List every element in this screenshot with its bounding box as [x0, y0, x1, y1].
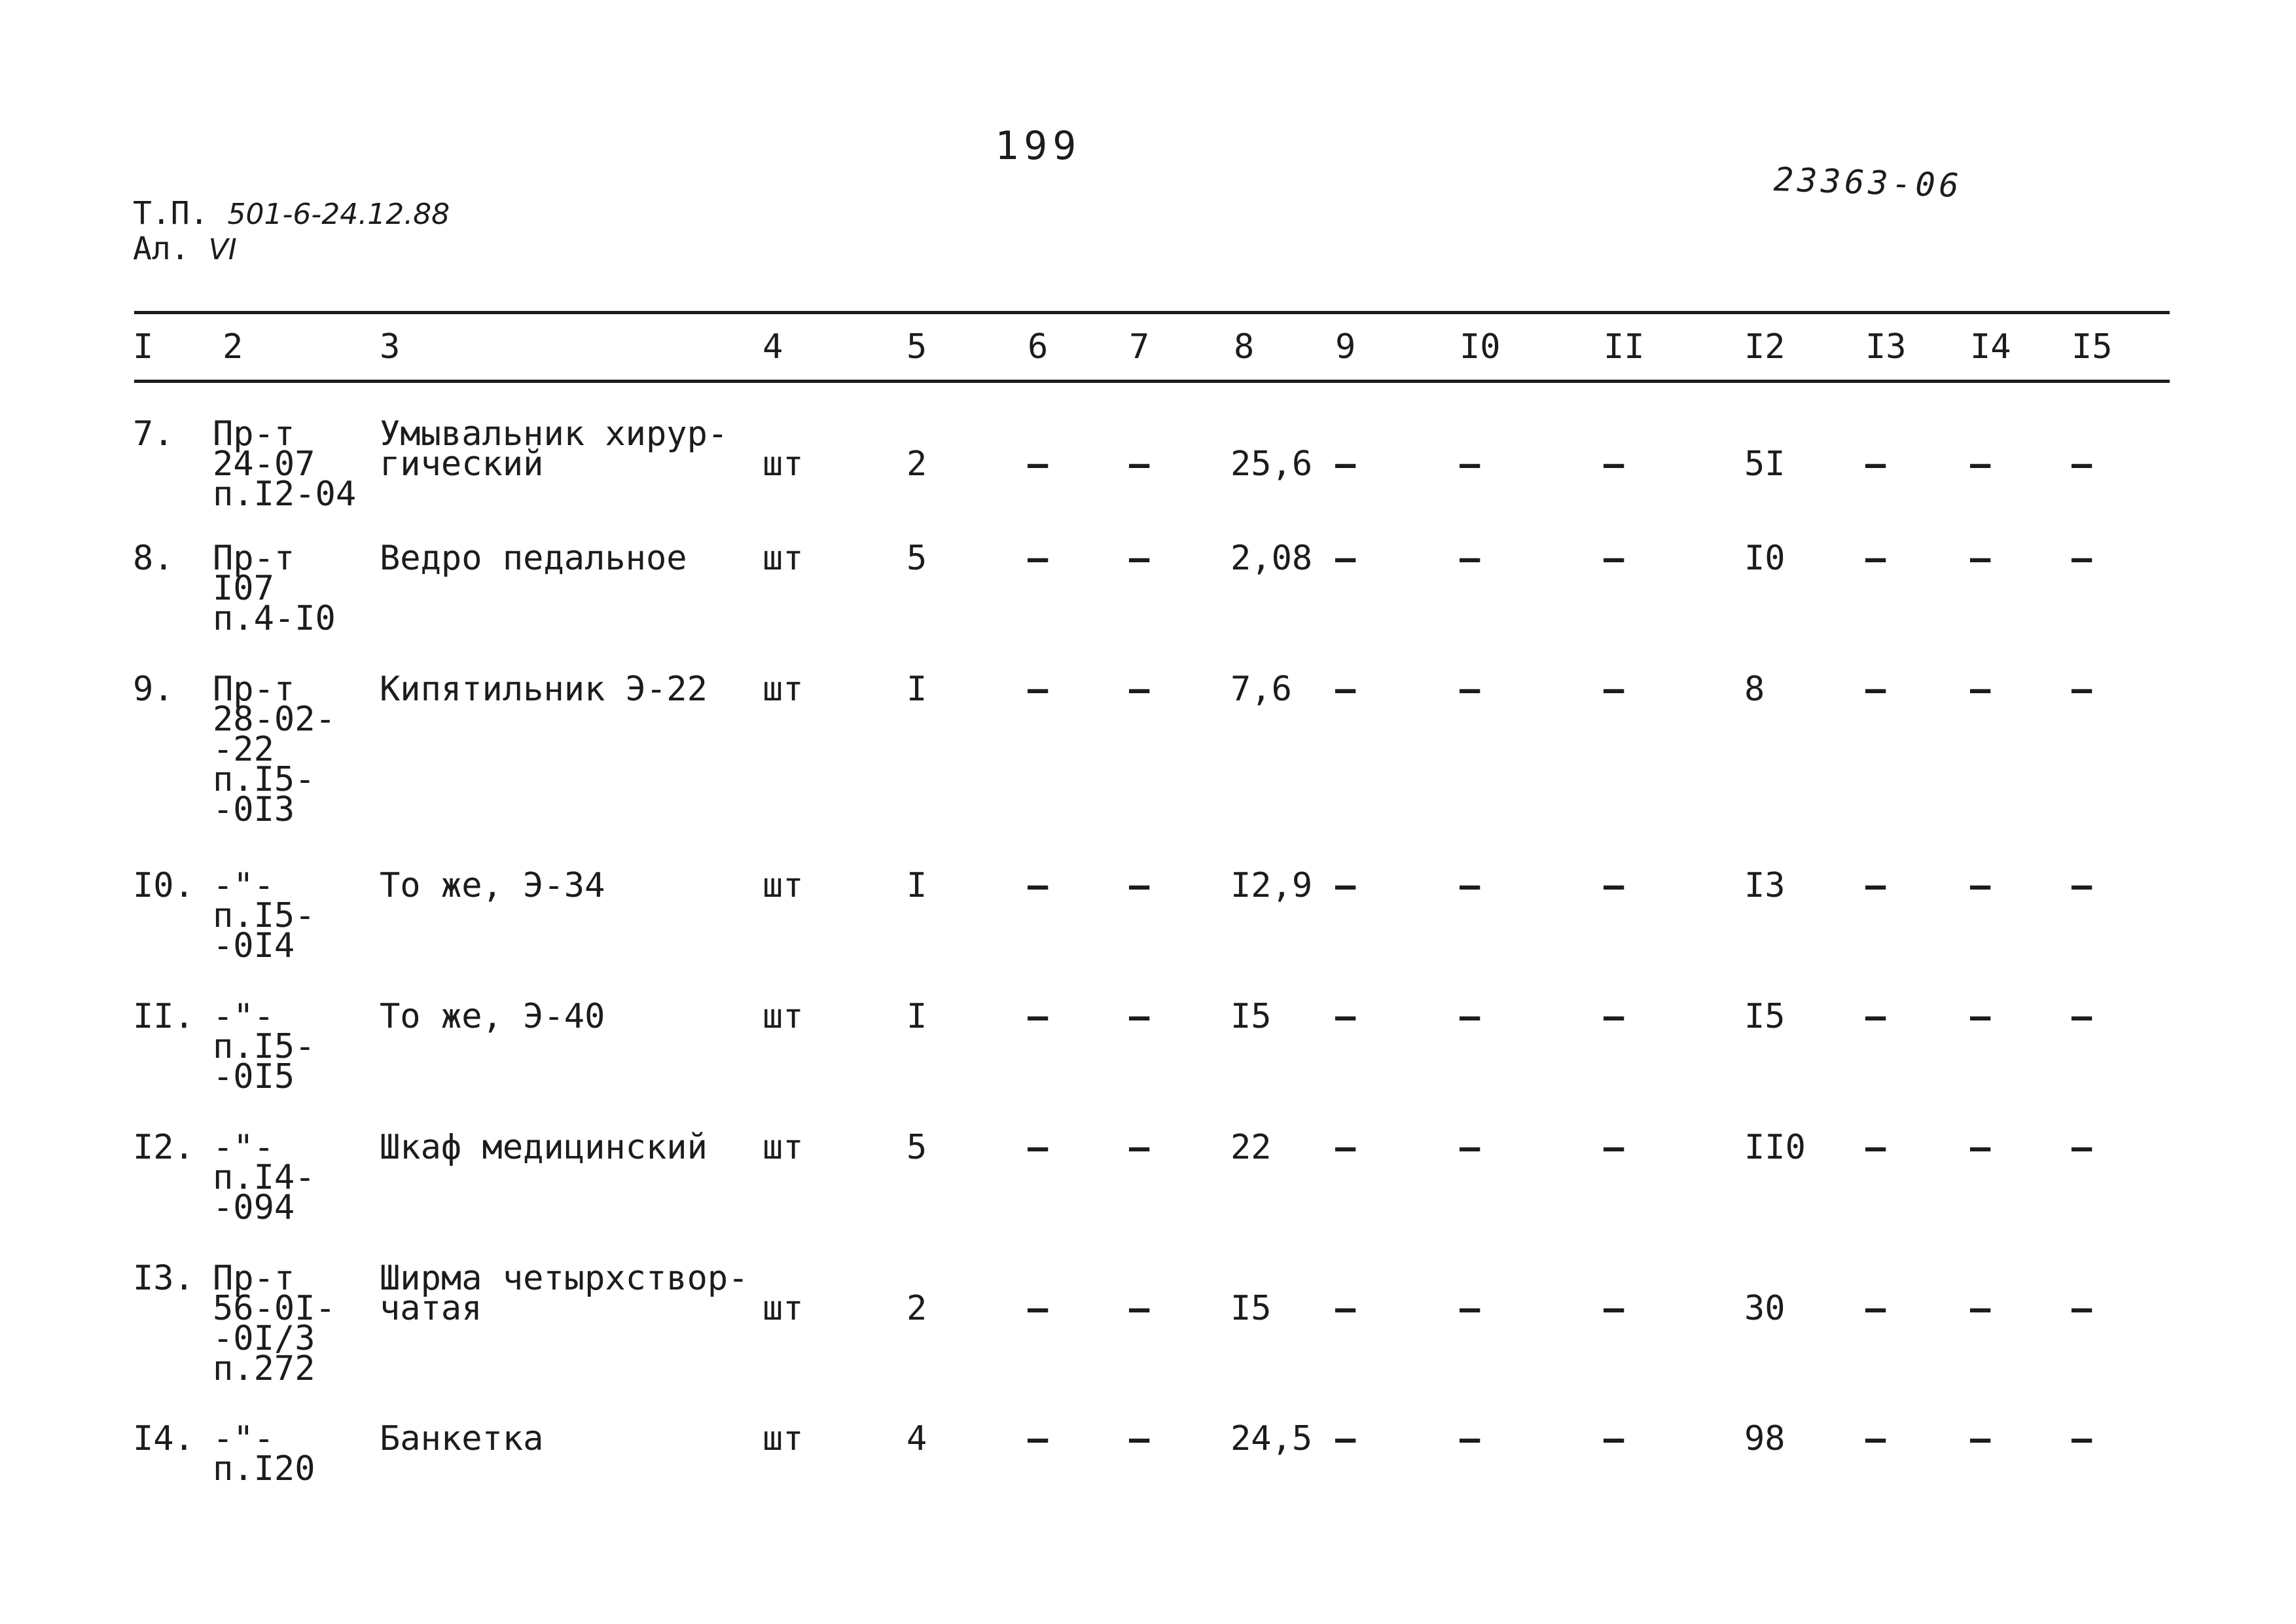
table-cell-num: 7.	[133, 414, 174, 454]
table-cell-unit: шт	[762, 1289, 804, 1328]
table-cell-qty: I	[906, 997, 927, 1036]
table-cell-c8: I2,9	[1230, 866, 1313, 905]
table-cell-qty: I	[906, 670, 927, 709]
table-cell-num: 9.	[133, 670, 174, 709]
table-cell-c15: –	[2072, 670, 2092, 709]
table-cell-c13: –	[1865, 1419, 1886, 1458]
table-cell-c14: –	[1970, 539, 1991, 578]
table-cell-ref: -"- п.I20	[213, 1419, 315, 1489]
table-cell-c7: –	[1129, 539, 1150, 578]
album-prefix: Ал.	[133, 230, 190, 267]
table-cell-c6: –	[1028, 997, 1049, 1036]
table-cell-qty: 5	[906, 1128, 927, 1167]
table-cell-c7: –	[1129, 1289, 1150, 1328]
table-cell-c14: –	[1970, 670, 1991, 709]
table-cell-ref: Пр-т I07 п.4-I0	[213, 539, 336, 638]
table-cell-c11: –	[1604, 670, 1624, 709]
table-cell-c6: –	[1028, 539, 1049, 578]
table-cell-c13: –	[1865, 1289, 1886, 1328]
table-header-rule	[134, 380, 2170, 383]
table-cell-c10: –	[1460, 539, 1480, 578]
project-prefix: Т.П.	[133, 195, 209, 232]
table-cell-ref: Пр-т 56-0I- -0I/3 п.272	[213, 1259, 336, 1388]
table-cell-unit: шт	[762, 539, 804, 578]
table-cell-c12: I3	[1744, 866, 1785, 905]
table-cell-c14: –	[1970, 444, 1991, 484]
table-cell-c15: –	[2072, 539, 2092, 578]
table-cell-c6: –	[1028, 1289, 1049, 1328]
table-cell-c14: –	[1970, 997, 1991, 1036]
table-cell-c11: –	[1604, 444, 1624, 484]
table-cell-name: Банкетка	[380, 1419, 544, 1458]
table-cell-c8: I5	[1230, 1289, 1272, 1328]
table-cell-c9: –	[1335, 1128, 1356, 1167]
column-header-14: I4	[1970, 327, 2011, 367]
table-cell-c9: –	[1335, 1419, 1356, 1458]
table-cell-c11: –	[1604, 539, 1624, 578]
table-cell-c14: –	[1970, 1128, 1991, 1167]
table-cell-c13: –	[1865, 539, 1886, 578]
table-cell-c13: –	[1865, 1128, 1886, 1167]
table-cell-c12: 98	[1744, 1419, 1785, 1458]
table-cell-c10: –	[1460, 670, 1480, 709]
table-cell-qty: 5	[906, 539, 927, 578]
column-header-7: 7	[1129, 327, 1150, 367]
table-cell-c15: –	[2072, 866, 2092, 905]
table-cell-name: Шкаф медицинский	[380, 1128, 708, 1167]
table-cell-c13: –	[1865, 866, 1886, 905]
table-cell-c9: –	[1335, 1289, 1356, 1328]
table-cell-num: I0.	[133, 866, 194, 905]
table-cell-c15: –	[2072, 444, 2092, 484]
table-cell-num: I3.	[133, 1259, 194, 1298]
table-cell-unit: шт	[762, 1128, 804, 1167]
column-header-6: 6	[1028, 327, 1049, 367]
table-cell-c7: –	[1129, 670, 1150, 709]
table-cell-c12: 5I	[1744, 444, 1785, 484]
table-cell-c11: –	[1604, 1289, 1624, 1328]
project-designation	[133, 195, 450, 232]
table-cell-c7: –	[1129, 444, 1150, 484]
column-header-11: II	[1604, 327, 1645, 367]
table-cell-c15: –	[2072, 1289, 2092, 1328]
table-cell-c6: –	[1028, 1128, 1049, 1167]
table-cell-c9: –	[1335, 866, 1356, 905]
table-cell-c12: 30	[1744, 1289, 1785, 1328]
table-cell-name: Кипятильник Э-22	[380, 670, 708, 709]
table-cell-ref: -"- п.I5- -0I5	[213, 997, 315, 1096]
column-header-4: 4	[762, 327, 783, 367]
table-cell-c10: –	[1460, 997, 1480, 1036]
table-cell-c6: –	[1028, 1419, 1049, 1458]
album-designation	[133, 230, 237, 267]
table-cell-qty: 2	[906, 1289, 927, 1328]
table-cell-unit: шт	[762, 866, 804, 905]
table-cell-unit: шт	[762, 444, 804, 484]
table-cell-c10: –	[1460, 1289, 1480, 1328]
table-cell-num: I2.	[133, 1128, 194, 1167]
table-cell-c8: 22	[1230, 1128, 1272, 1167]
table-top-rule	[134, 311, 2170, 314]
table-cell-ref: Пр-т 24-07 п.I2-04	[213, 414, 357, 514]
table-cell-c15: –	[2072, 1128, 2092, 1167]
table-cell-c10: –	[1460, 444, 1480, 484]
table-cell-c12: I5	[1744, 997, 1785, 1036]
table-cell-qty: I	[906, 866, 927, 905]
table-cell-c7: –	[1129, 866, 1150, 905]
table-cell-num: II.	[133, 997, 194, 1036]
table-cell-c9: –	[1335, 539, 1356, 578]
table-cell-name: Умывальник хирур- гический	[380, 414, 728, 484]
table-cell-c8: 25,6	[1230, 444, 1313, 484]
table-cell-unit: шт	[762, 997, 804, 1036]
column-header-13: I3	[1865, 327, 1907, 367]
table-cell-c6: –	[1028, 670, 1049, 709]
table-cell-c6: –	[1028, 866, 1049, 905]
column-header-12: I2	[1744, 327, 1785, 367]
table-cell-name: Ширма четырхствор- чатая	[380, 1259, 749, 1328]
column-header-8: 8	[1234, 327, 1255, 367]
table-cell-c14: –	[1970, 1289, 1991, 1328]
table-cell-c7: –	[1129, 1128, 1150, 1167]
table-cell-c9: –	[1335, 670, 1356, 709]
column-header-10: I0	[1460, 327, 1501, 367]
table-cell-c13: –	[1865, 670, 1886, 709]
page-number: 199	[995, 123, 1082, 169]
table-cell-name: То же, Э-34	[380, 866, 605, 905]
column-header-5: 5	[906, 327, 927, 367]
table-cell-c13: –	[1865, 444, 1886, 484]
table-cell-qty: 4	[906, 1419, 927, 1458]
table-cell-c15: –	[2072, 997, 2092, 1036]
table-cell-c12: 8	[1744, 670, 1765, 709]
table-cell-c9: –	[1335, 444, 1356, 484]
table-cell-c8: 7,6	[1230, 670, 1292, 709]
table-cell-unit: шт	[762, 670, 804, 709]
table-cell-c8: 24,5	[1230, 1419, 1313, 1458]
column-header-9: 9	[1335, 327, 1356, 367]
table-cell-c7: –	[1129, 1419, 1150, 1458]
table-cell-ref: -"- п.I4- -094	[213, 1128, 315, 1227]
table-cell-c10: –	[1460, 866, 1480, 905]
table-cell-qty: 2	[906, 444, 927, 484]
column-header-15: I5	[2072, 327, 2113, 367]
table-cell-c8: 2,08	[1230, 539, 1313, 578]
table-cell-ref: -"- п.I5- -0I4	[213, 866, 315, 965]
column-header-1: I	[133, 327, 154, 367]
table-cell-c11: –	[1604, 1419, 1624, 1458]
table-cell-c13: –	[1865, 997, 1886, 1036]
table-cell-name: Ведро педальное	[380, 539, 687, 578]
table-cell-c11: –	[1604, 866, 1624, 905]
table-cell-c14: –	[1970, 1419, 1991, 1458]
table-cell-name: То же, Э-40	[380, 997, 605, 1036]
table-cell-num: 8.	[133, 539, 174, 578]
table-cell-num: I4.	[133, 1419, 194, 1458]
column-header-2: 2	[223, 327, 243, 367]
table-cell-unit: шт	[762, 1419, 804, 1458]
album-number: VI	[208, 233, 237, 266]
table-cell-c7: –	[1129, 997, 1150, 1036]
project-number: 501-6-24.12.88	[227, 198, 450, 231]
table-cell-c10: –	[1460, 1128, 1480, 1167]
table-cell-c9: –	[1335, 997, 1356, 1036]
table-cell-c15: –	[2072, 1419, 2092, 1458]
table-cell-c11: –	[1604, 997, 1624, 1036]
table-cell-c12: I0	[1744, 539, 1785, 578]
column-header-3: 3	[380, 327, 401, 367]
table-cell-c10: –	[1460, 1419, 1480, 1458]
table-cell-c12: II0	[1744, 1128, 1806, 1167]
table-cell-c8: I5	[1230, 997, 1272, 1036]
table-cell-c14: –	[1970, 866, 1991, 905]
document-code: 23363-06	[1773, 160, 1964, 206]
table-cell-c6: –	[1028, 444, 1049, 484]
table-cell-ref: Пр-т 28-02- -22 п.I5- -0I3	[213, 670, 336, 829]
table-cell-c11: –	[1604, 1128, 1624, 1167]
